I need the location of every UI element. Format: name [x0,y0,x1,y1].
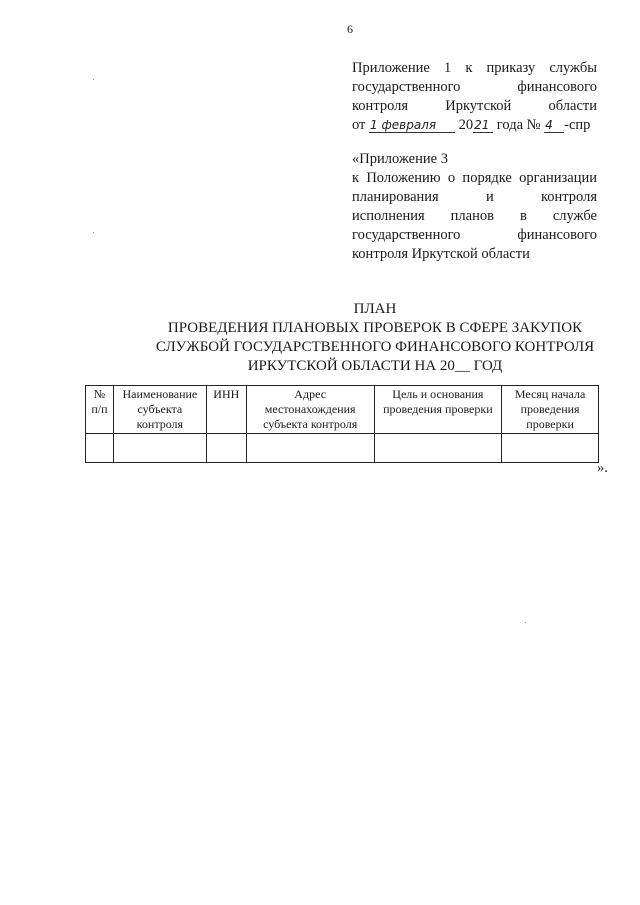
appendix-3-block [352,150,597,264]
table-cell [86,434,114,463]
appendix-3-line-5: государственного финансового [352,227,597,243]
date-prefix: от [352,117,366,133]
appendix-1-line-1: Приложение 1 к приказу службы [352,60,597,76]
appendix-3-line-1: «Приложение 3 [352,151,448,167]
handwritten-order-number: 4 [544,119,564,133]
appendix-3-line-6: контроля Иркутской области [352,246,530,262]
table-cell [502,434,599,463]
scan-speck [93,79,94,80]
header-subject-name: Наименование субъекта контроля [113,386,206,434]
table-row [86,434,599,463]
header-purpose: Цель и основания проведения проверки [374,386,502,434]
appendix-3-line-4: исполнения планов в службе [352,208,597,224]
title-line-1: ПЛАН [353,301,397,317]
title-line-3: СЛУЖБОЙ ГОСУДАРСТВЕННОГО ФИНАНСОВОГО КОНТРОЛЯ [155,339,595,355]
document-title [110,300,640,376]
closing-quote-mark: ». [597,460,608,476]
year-prefix: 20 [458,117,474,133]
title-line-4: ИРКУТСКОЙ ОБЛАСТИ НА 20__ ГОД [247,358,503,374]
header-number: № п/п [86,386,114,434]
table-cell [113,434,206,463]
appendix-3-line-2: к Положению о порядке организации [352,170,597,186]
handwritten-year: 21 [473,119,493,133]
scan-speck [525,622,526,623]
table-cell [206,434,246,463]
year-suffix: года № [496,117,541,133]
appendix-1-block [352,59,597,135]
appendix-3-line-3: планирования и контроля [352,189,597,205]
table-cell [246,434,374,463]
table-cell [374,434,502,463]
title-line-2: ПРОВЕДЕНИЯ ПЛАНОВЫХ ПРОВЕРОК В СФЕРЕ ЗАКУПОК [167,320,583,336]
appendix-1-line-3: контроля Иркутской области [352,98,597,114]
page-number: 6 [347,22,353,36]
header-inn: ИНН [206,386,246,434]
header-address: Адрес местонахождения субъекта контроля [246,386,374,434]
header-start-month: Месяц начала проведения проверки [502,386,599,434]
appendix-1-date-line [352,116,597,135]
inspection-plan-table [85,385,599,463]
handwritten-date: 1 февраля [369,119,455,133]
appendix-1-line-2: государственного финансового [352,79,597,95]
number-suffix: -спр [564,117,591,133]
scan-speck [93,232,94,233]
table-header-row [86,386,599,434]
